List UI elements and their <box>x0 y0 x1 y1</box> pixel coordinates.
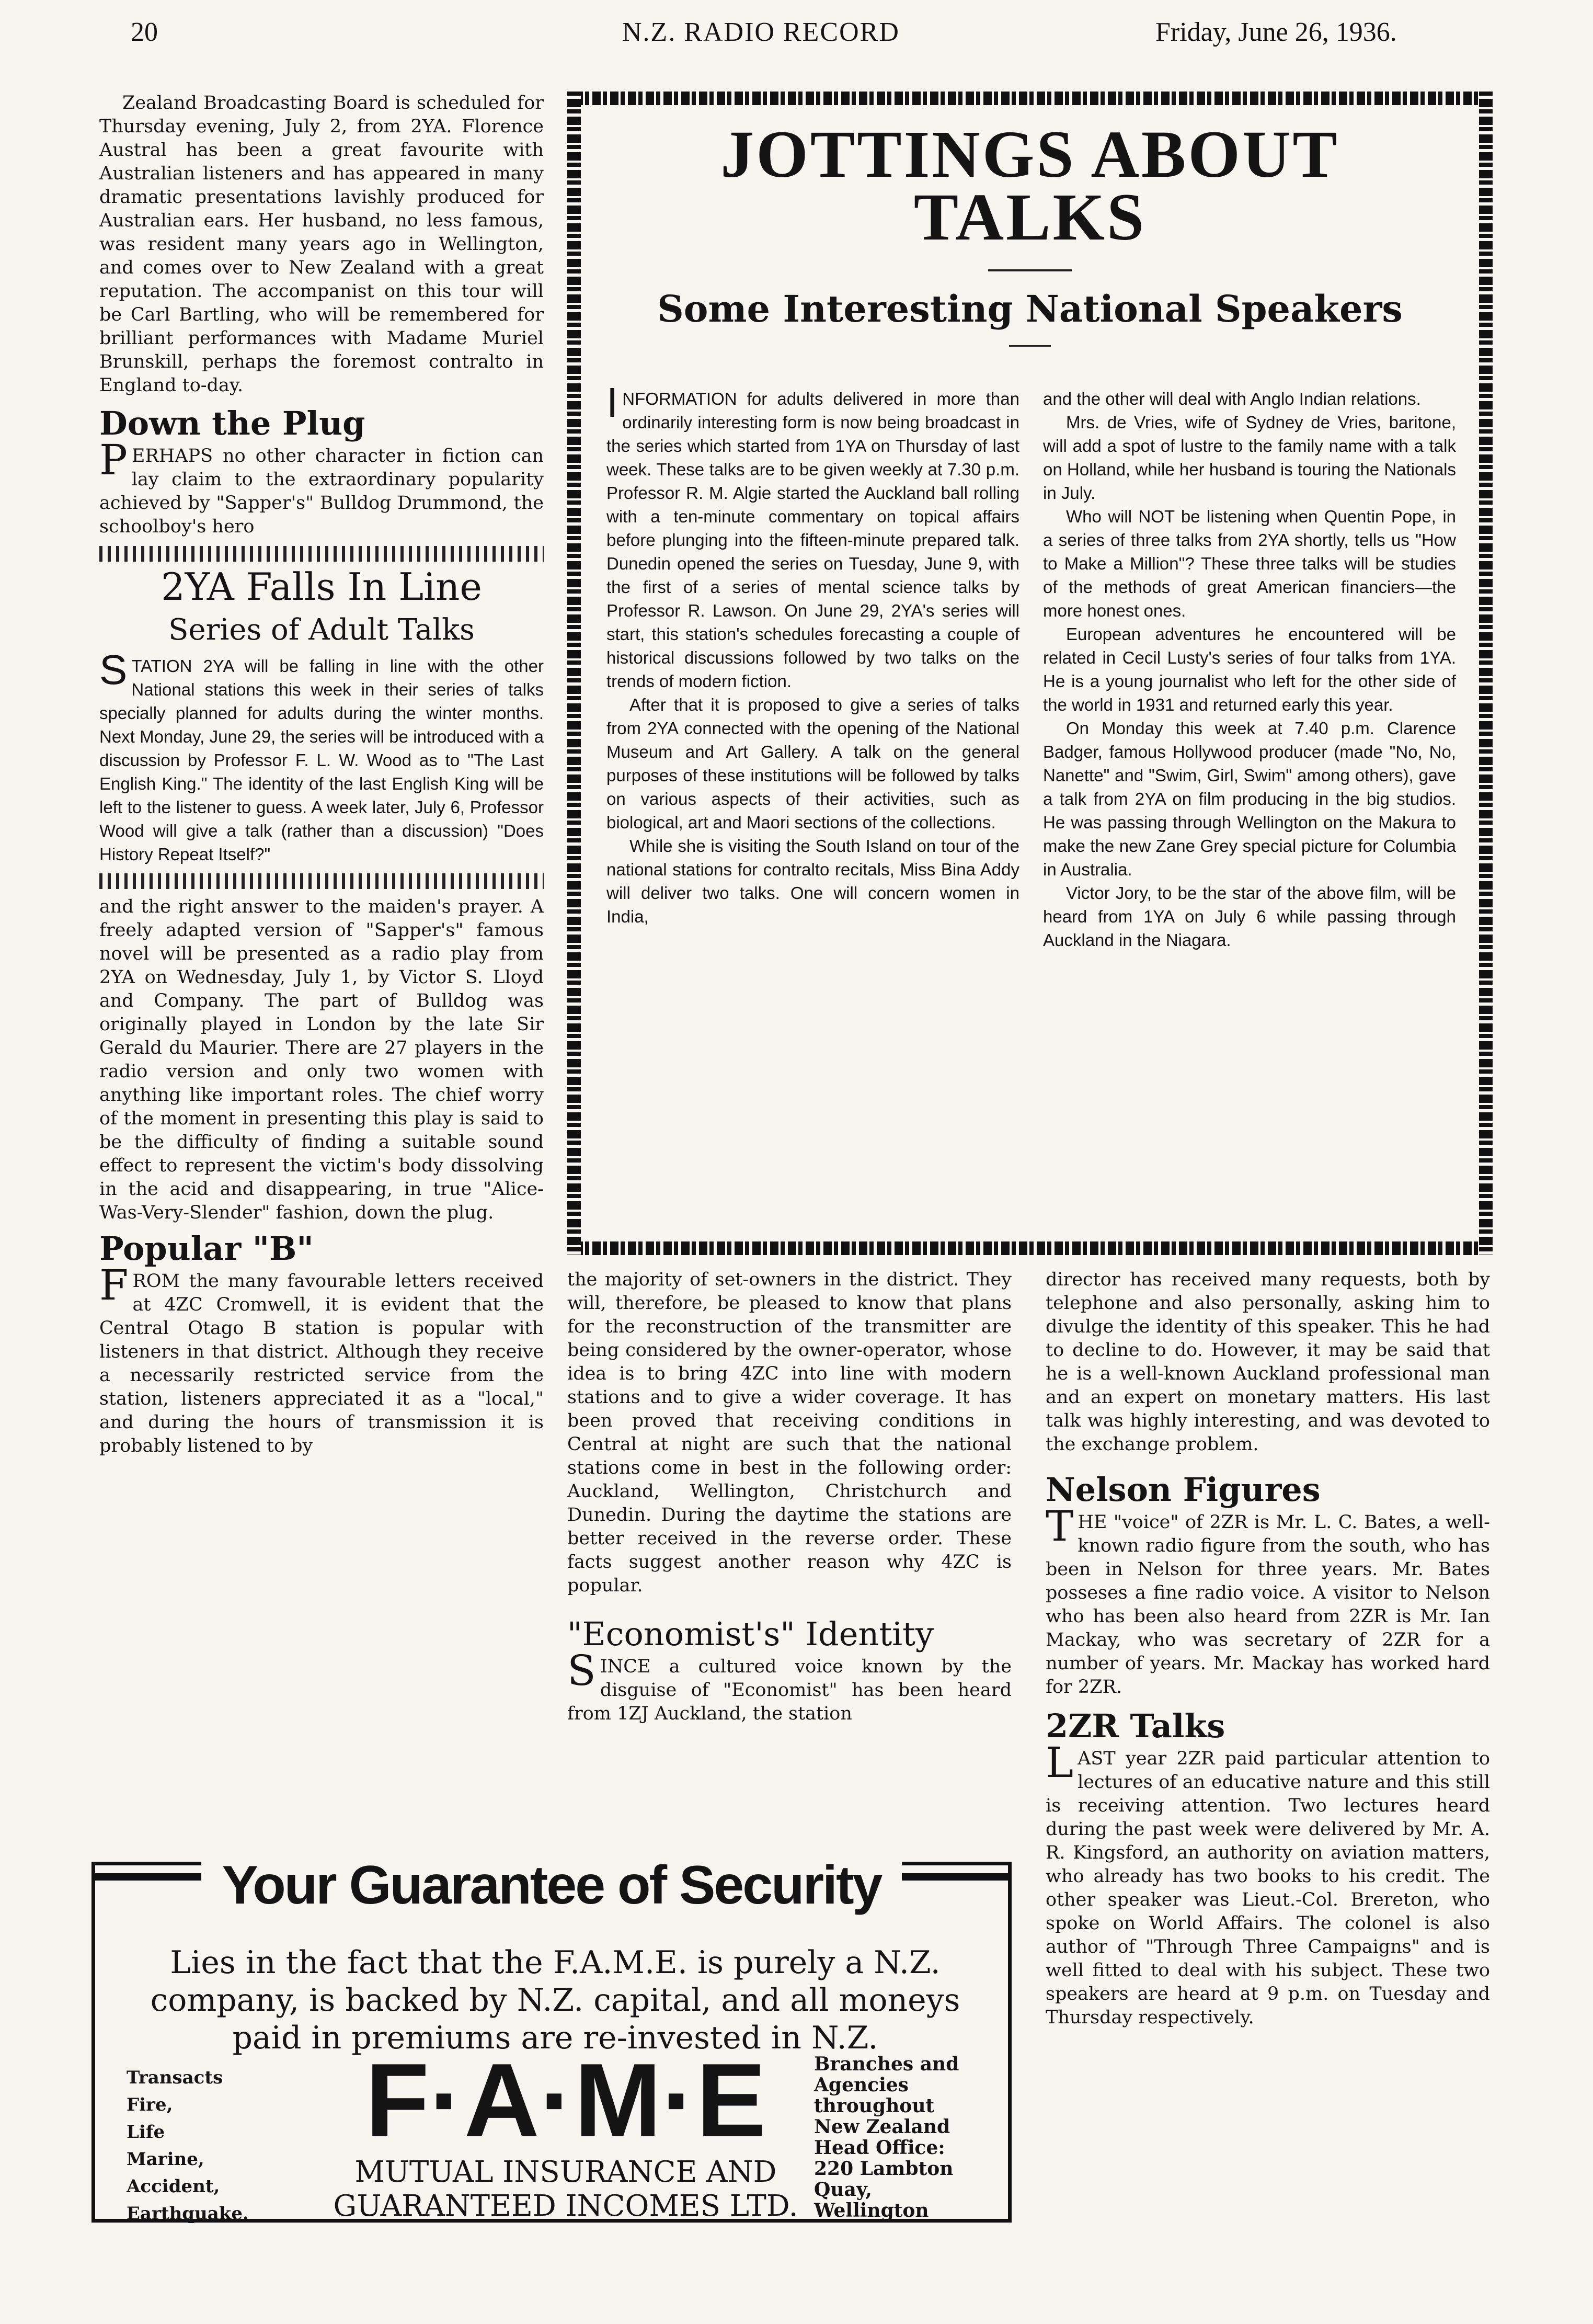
list-item: Wellington <box>814 2200 929 2222</box>
down-the-plug-text: PERHAPS no other character in fiction can lay claim to the extraordinary popularity achieved by "Sapper's" Bulldog Drummond, the schoolboy's hero <box>99 436 544 537</box>
jottings-column-1 <box>606 379 1019 928</box>
jottings-column-2 <box>1043 387 1456 952</box>
advert-right-list <box>814 2054 959 2221</box>
list-item: Earthquake. <box>127 2203 249 2224</box>
publication-title: N.Z. RADIO RECORD <box>622 17 900 47</box>
advert-tagline: Lies in the fact that the F.A.M.E. is purely a N.Z. company, is backed by N.Z. capital, and all moneys paid in premiums are re-invested in N.Z. <box>150 1944 960 2056</box>
subtitle-rule <box>1009 345 1051 347</box>
box-border-right <box>1479 92 1493 1255</box>
popular-b-heading: Popular "B" <box>99 1229 314 1268</box>
advert-left-list <box>127 2064 249 2227</box>
list-item: Branches and <box>814 2053 959 2075</box>
list-item: Quay, <box>814 2179 872 2201</box>
list-item: Head Office: <box>814 2137 945 2159</box>
economist-heading: "Economist's" Identity <box>567 1615 934 1653</box>
jottings-title-line2: TALKS <box>913 180 1147 254</box>
left-column <box>99 92 544 1458</box>
column-rule <box>99 546 544 562</box>
advert-headline: Your Guarantee of Security <box>201 1856 902 1914</box>
column-rule <box>99 873 544 889</box>
page-number: 20 <box>131 17 158 47</box>
box-border-bottom <box>567 1241 1493 1255</box>
plug-continued-text: and the right answer to the maiden's prayer. A freely adapted version of "Sapper's" famous novel will be presented as a radio play from 2YA on Wednesday, July 1, by Victor S. Lloyd and Company. The part of Bulldog was originally played in London by the late Sir Gerald du Maurier. There are 27 players in the radio version and only two women with anything like important roles. The chief worry of the moment in presenting this play is said to be the difficulty of finding a suitable sound effect to represent the victim's body dissolving in the acid and disappearing, in true "Alice-Was-Very-Slender" fashion, down the plug. <box>99 896 544 1223</box>
down-the-plug-heading: Down the Plug <box>99 404 365 442</box>
jottings-col1-p2: After that it is proposed to give a series of talks from 2YA connected with the opening of the National Museum and Art Gallery. A talk on the general purposes of these institutions will be followed by talks on various aspects of their activities, such as biological, art and Maori sections of the collections. <box>606 695 1019 832</box>
list-item: Agencies <box>814 2074 909 2096</box>
jottings-col2-p3: Who will NOT be listening when Quentin Pope, in a series of three talks from 2YA shortly, tells us "How to Make a Million"? These three talks will be studies of the methods of great American financiers—the more honest ones. <box>1043 507 1456 620</box>
list-item: Marine, <box>127 2149 204 2170</box>
jottings-col2-p5: On Monday this week at 7.40 p.m. Clarence Badger, famous Hollywood producer (made "No, No, Nanette" and "Swim, Girl, Swim" among others), gave a talk from 2YA on film producing in the big studios. He was passing through Wellington on the Makura to make the new Zane Grey special picture for Columbia in Australia. <box>1043 719 1456 879</box>
title-rule <box>988 269 1072 271</box>
falls-in-line-heading: 2YA Falls In Line <box>161 565 483 609</box>
jottings-col2-p1: and the other will deal with Anglo Indian relations. <box>1043 389 1421 408</box>
box-border-top <box>567 92 1493 105</box>
jottings-col1-p3: While she is visiting the South Island on tour of the national stations for contralto recitals, Miss Bina Addy will deliver two talks. One will concern women in India, <box>606 836 1019 926</box>
falls-in-line-subheading: Series of Adult Talks <box>168 613 475 647</box>
jottings-title-line1: JOTTINGS ABOUT <box>720 117 1339 191</box>
right-text: director has received many requests, both by telephone and also personally, asking him to divulge the identity of this speaker. This he had to decline to do. However, it may be said that he is a well-known Auckland professional man and an expert on monetary matters. His last talk was highly interesting, and was devoted to the exchange problem. <box>1046 1269 1490 1455</box>
jottings-col2-p2: Mrs. de Vries, wife of Sydney de Vries, baritone, will add a spot of lustre to the family name with a talk on Holland, while her husband is touring the Nationals in July. <box>1043 413 1456 503</box>
jottings-col1-p1: INFORMATION for adults delivered in more than ordinarily interesting form is now being broadcast in the series which started from 1YA on Thursday of last week. These talks are to be given weekly at 7.30 p.m. Professor R. M. Algie started the Auckland ball rolling with a ten-minute commentary on topical affairs before plunging into the fifteen-minute prepared talk. Dunedin opened the series on Tuesday, June 9, with the first of a series of mental science talks by Professor R. Lawson. On June 29, 2YA's series will start, this station's schedules forecasting a couple of historical discussions followed by two talks on the trends of modern fiction. <box>606 379 1019 691</box>
jottings-subtitle: Some Interesting National Speakers <box>657 287 1403 331</box>
list-item: Transacts <box>127 2067 223 2088</box>
middle-text: the majority of set-owners in the district. They will, therefore, be pleased to know that plans for the reconstruction of the transmitter are being considered by the owner-operator, whose idea is to bring 4ZC into line with modern stations and to give a wider coverage. It has been proved that receiving conditions in Central at night are such that the national stations come in best in the following order: Auckland, Wellington, Christchurch and Dunedin. During the daytime the stations are better received in the reverse order. These facts suggest another reason why 4ZC is popular. <box>567 1269 1012 1596</box>
talks-2zr-text: LAST year 2ZR paid particular attention to lectures of an educative nature and this still is receiving attention. Two lectures heard during the past week were delivered by Mr. A. R. Kingsford, an authority on aviation matters, who already has two books to his credit. The other speaker was Lieut.-Col. Brereton, who spoke on World Affairs. The colonel is also author of "Through Three Campaigns" and is well fitted to deal with his subject. These two speakers are heard at 9 p.m. on Tuesday and Thursday respectively. <box>1046 1738 1490 2028</box>
falls-in-line-text: STATION 2YA will be falling in line with the other National stations this week in their series of talks specially planned for adults during the winter months. Next Monday, June 29, the series will be introduced with a discussion by Professor F. L. W. Wood as to "The Last English King." The identity of the last English King will be left to the listener to guess. A week later, July 6, Professor Wood will give a talk (rather than a discussion) "Does History Repeat Itself?" <box>99 646 544 864</box>
talks-2zr-heading: 2ZR Talks <box>1046 1707 1225 1745</box>
issue-date: Friday, June 26, 1936. <box>1155 17 1397 47</box>
right-column <box>1046 1268 1490 2030</box>
list-item: throughout <box>814 2095 935 2117</box>
economist-text: SINCE a cultured voice known by the disguise of "Economist" has been heard from 1ZJ Auckland, the station <box>567 1646 1012 1724</box>
list-item: 220 Lambton <box>814 2158 954 2180</box>
list-item: Fire, <box>127 2094 173 2115</box>
popular-b-text: FROM the many favourable letters received at 4ZC Cromwell, it is evident that the Central Otago B station is popular with listeners in that district. Although they receive a necessarily restricted service from the station, listeners appreciated it as a "local," and during the hours of transmission it is probably listened to by <box>99 1261 544 1456</box>
list-item: Life <box>127 2122 165 2143</box>
jottings-box <box>567 92 1493 1255</box>
jottings-col2-p4: European adventures he encountered will be related in Cecil Lusty's series of four talks from 1YA. He is a young journalist who left for the other side of the world in 1931 and returned early this year. <box>1043 624 1456 714</box>
jottings-col2-p6: Victor Jory, to be the star of the above film, will be heard from 1YA on July 6 while passing through Auckland in the Niagara. <box>1043 883 1456 950</box>
nelson-heading: Nelson Figures <box>1046 1471 1321 1509</box>
fame-logo: F·A·M·E <box>365 2042 766 2159</box>
company-line1: MUTUAL INSURANCE AND <box>354 2155 777 2189</box>
list-item: Accident, <box>127 2176 220 2197</box>
box-border-left <box>567 92 581 1255</box>
company-line2: GUARANTEED INCOMES LTD. <box>333 2189 798 2223</box>
fame-advert <box>91 1855 1012 2224</box>
list-item: New Zealand <box>814 2116 950 2138</box>
intro-paragraph: Zealand Broadcasting Board is scheduled for Thursday evening, July 2, from 2YA. Florence Austral has been a great favourite with Australian listeners and has appeared in many dramatic presentations lavishly produced for Australian ears. Her husband, no less famous, was resident many years ago in Wellington, and comes over to New Zealand with a great reputation. The accompanist on this tour will be Carl Bartling, who will be remembered for brilliant performances with Madame Muriel Brunskill, perhaps the foremost contralto in England to-day. <box>99 93 544 396</box>
nelson-text: THE "voice" of 2ZR is Mr. L. C. Bates, a well-known radio figure from the south, who has been in Nelson for three years. Mr. Bates posseses a fine radio voice. A visitor to Nelson who has been also heard from 2ZR is Mr. Ian Mackay, who was secretary of 2ZR for a number of years. Mr. Mackay has worked hard for 2ZR. <box>1046 1502 1490 1698</box>
middle-column <box>567 1268 1012 1726</box>
